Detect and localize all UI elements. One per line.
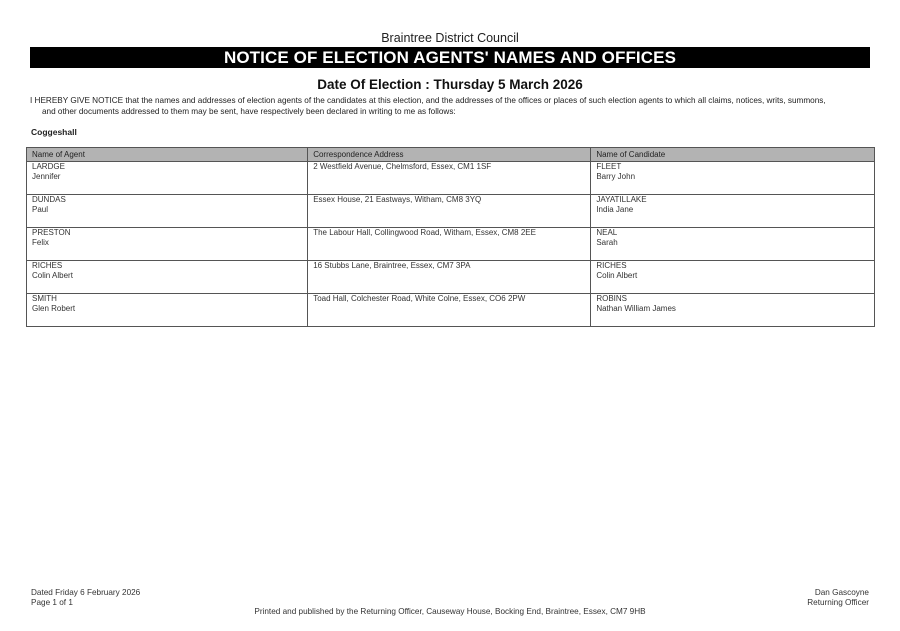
candidate-surname: NEAL xyxy=(596,228,618,237)
agent-surname: SMITH xyxy=(32,294,57,303)
candidate-cell xyxy=(591,261,875,294)
candidate-surname: RICHES xyxy=(596,261,627,270)
agent-forenames: Jennifer xyxy=(32,172,61,181)
column-header-address: Correspondence Address xyxy=(308,148,591,162)
candidate-forenames: Barry John xyxy=(596,172,636,181)
page-number: Page 1 of 1 xyxy=(31,598,73,607)
agent-forenames: Paul xyxy=(32,205,49,214)
notice-line-1: I HEREBY GIVE NOTICE that the names and addresses of election agents of the candidates at this election, and the addresses of the offices or places of such election agents to which all claims, notices, writs, summons, xyxy=(30,96,826,105)
candidate-forenames: India Jane xyxy=(596,205,634,214)
address-cell: The Labour Hall, Collingwood Road, Witham, Essex, CM8 2EE xyxy=(308,228,591,261)
candidate-forenames: Colin Albert xyxy=(596,271,638,280)
table-row xyxy=(27,228,875,261)
notice-text xyxy=(30,95,875,117)
agent-cell xyxy=(27,294,308,327)
notice-title-banner: NOTICE OF ELECTION AGENTS' NAMES AND OFFICES xyxy=(30,47,870,68)
ward-name: Coggeshall xyxy=(31,127,77,137)
address-cell: Essex House, 21 Eastways, Witham, CM8 3YQ xyxy=(308,195,591,228)
candidate-forenames: Sarah xyxy=(596,238,618,247)
candidate-cell xyxy=(591,228,875,261)
agent-forenames: Colin Albert xyxy=(32,271,73,280)
council-name: Braintree District Council xyxy=(381,31,519,45)
candidate-cell xyxy=(591,162,875,195)
agents-table xyxy=(26,147,875,327)
election-date: Date Of Election : Thursday 5 March 2026 xyxy=(317,77,583,92)
footer-dated-block xyxy=(31,588,140,608)
agent-cell xyxy=(27,195,308,228)
officer-title: Returning Officer xyxy=(807,598,869,607)
candidate-surname: FLEET xyxy=(596,162,622,171)
table-row xyxy=(27,294,875,327)
agent-surname: DUNDAS xyxy=(32,195,66,204)
table-row xyxy=(27,195,875,228)
agent-cell xyxy=(27,162,308,195)
table-row xyxy=(27,261,875,294)
table-row xyxy=(27,162,875,195)
candidate-cell xyxy=(591,195,875,228)
candidate-surname: JAYATILLAKE xyxy=(596,195,647,204)
agent-surname: PRESTON xyxy=(32,228,71,237)
table-header-row xyxy=(27,148,875,162)
returning-officer-block xyxy=(807,588,869,608)
candidate-surname: ROBINS xyxy=(596,294,627,303)
agent-surname: RICHES xyxy=(32,261,63,270)
agent-cell xyxy=(27,261,308,294)
column-header-agent: Name of Agent xyxy=(27,148,308,162)
agent-cell xyxy=(27,228,308,261)
address-cell: 16 Stubbs Lane, Braintree, Essex, CM7 3PA xyxy=(308,261,591,294)
candidate-forenames: Nathan William James xyxy=(596,304,676,313)
agent-surname: LARDGE xyxy=(32,162,65,171)
agent-forenames: Glen Robert xyxy=(32,304,76,313)
notice-line-2: and other documents addressed to them may be sent, have respectively been declared in writing to me as follows: xyxy=(42,107,456,116)
candidate-cell xyxy=(591,294,875,327)
imprint: Printed and published by the Returning Officer, Causeway House, Bocking End, Braintree, Essex, CM7 9HB xyxy=(254,607,646,616)
column-header-candidate: Name of Candidate xyxy=(591,148,875,162)
dated-text: Dated Friday 6 February 2026 xyxy=(31,588,141,597)
address-cell: 2 Westfield Avenue, Chelmsford, Essex, CM1 1SF xyxy=(308,162,591,195)
officer-name: Dan Gascoyne xyxy=(814,588,869,597)
agent-forenames: Felix xyxy=(32,238,49,247)
address-cell: Toad Hall, Colchester Road, White Colne, Essex, CO6 2PW xyxy=(308,294,591,327)
